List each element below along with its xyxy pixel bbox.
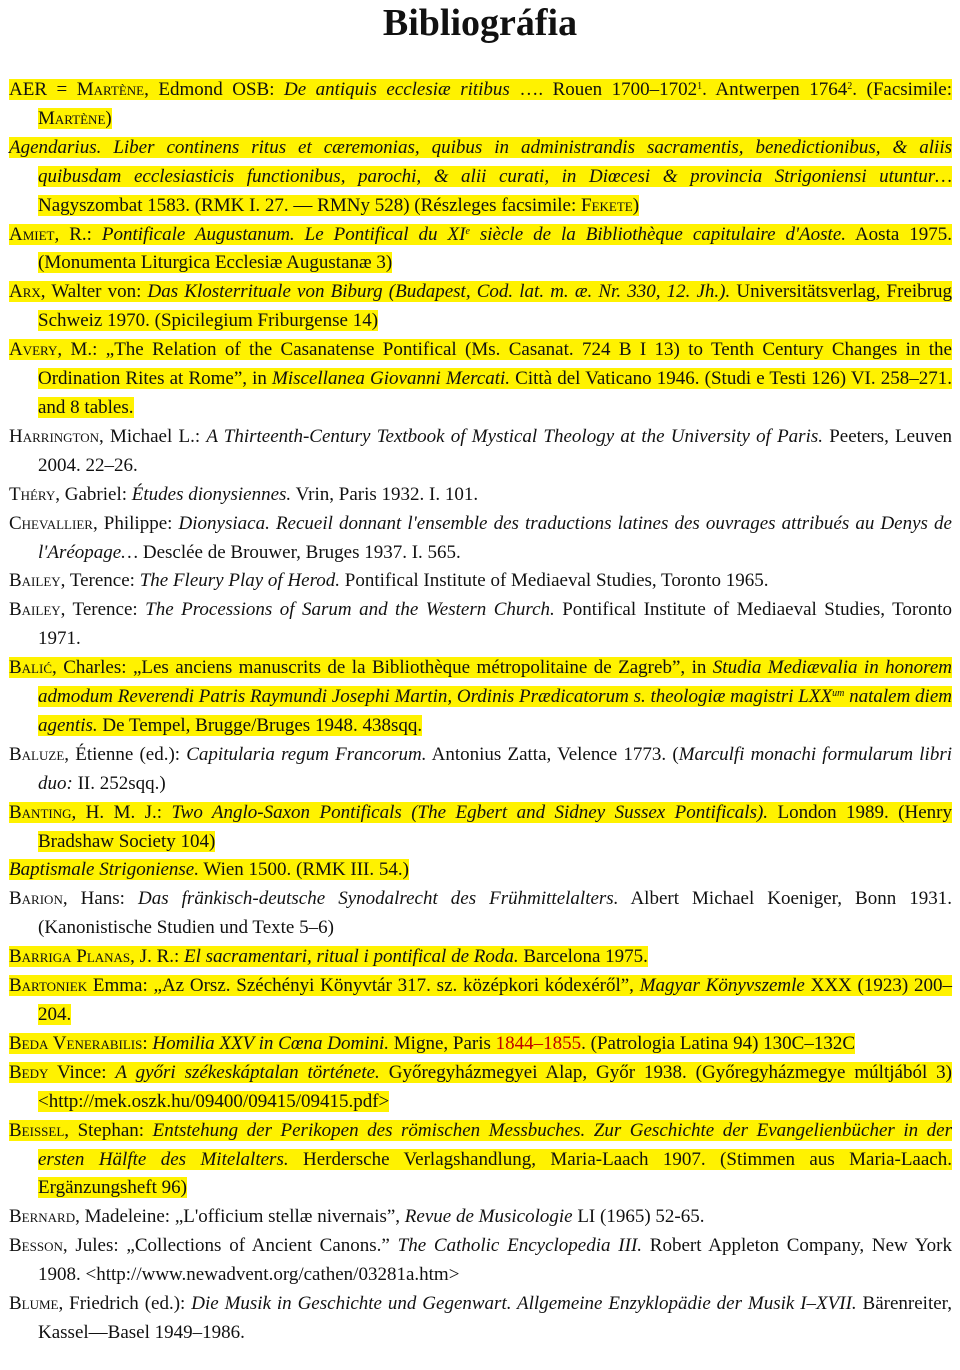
title-text: Dionysiaca. Recueil donnant l'ensemble des traductions latines des ouvrages attribués au Denys de l'Aréopage… — [38, 512, 952, 563]
bibliography-entry — [9, 134, 952, 221]
text-segment: Albert Michael Koeniger, Bonn 1931. (Kanonistische Studien und Texte 5–6) — [38, 888, 952, 939]
title-text: Two Anglo-Saxon Pontificals (The Egbert and Sidney Sussex Pontificals). — [171, 801, 769, 823]
title-text: Magyar Könyvszemle — [639, 975, 805, 997]
text-segment: , Stephan: — [64, 1119, 153, 1141]
highlighted-entry-text — [9, 281, 952, 331]
text-segment: , Gabriel: — [55, 483, 132, 505]
title-text: um — [832, 688, 845, 700]
title-text: Pontificale Augustanum. Le Pontifical du XI — [101, 223, 466, 245]
text-segment: XXX (1923) 200–204. — [38, 975, 952, 1025]
text-segment: . (Facsimile: — [852, 79, 953, 100]
author-name: Fekete — [581, 194, 633, 216]
bibliography-entry — [9, 856, 952, 885]
text-segment: Aosta 1975. (Monumenta Liturgica Ecclesiæ Augustanæ 3) — [38, 223, 953, 274]
bibliography-entry — [9, 1030, 952, 1059]
author-name: Martène — [38, 107, 106, 129]
entry-text — [9, 744, 952, 794]
text-segment: II. 252sqq.) — [72, 772, 166, 794]
title-text: Baptismale Strigoniense. — [9, 859, 199, 881]
bibliography-entry — [9, 943, 952, 972]
author-name: Bedy — [9, 1061, 49, 1083]
author-name: Beda Venerabilis — [9, 1032, 143, 1054]
title-text: natalem diem agentis. — [38, 686, 952, 736]
author-name: Besson — [9, 1235, 63, 1257]
bibliography-entry — [9, 567, 952, 596]
text-segment: …. Rouen 1700–1702 — [509, 79, 698, 100]
title-text: Revue de Musicologie — [404, 1206, 573, 1228]
author-name: Bailey — [9, 599, 61, 621]
title-text: Capitularia regum Francorum. — [186, 743, 427, 765]
text-segment: . (Patrologia Latina 94) 130C–132C — [581, 1032, 856, 1054]
entry-text — [9, 599, 952, 649]
highlighted-entry-text — [9, 1033, 855, 1054]
title-text: Die Musik in Geschichte und Gegenwart. Allgemeine Enzyklopädie der Musik I–XVII. — [191, 1293, 857, 1315]
highlighted-entry-text — [9, 1120, 952, 1199]
text-segment: , Friedrich (ed.): — [58, 1293, 192, 1315]
text-segment: Herdersche Verlagshandlung, Maria-Laach 1907. (Stimmen aus Maria-Laach. Ergänzungsheft 96) — [38, 1148, 952, 1199]
title-text: siècle de la Bibliothèque capitulaire d'Aoste. — [469, 223, 847, 245]
entry-text — [9, 1206, 704, 1227]
text-segment: Pontifical Institute of Mediaeval Studies, Toronto 1971. — [38, 599, 953, 650]
text-segment: , Terence: — [60, 570, 140, 592]
text-segment: Nagyszombat 1583. (RMK I. 27. — RMNy 528) (Részleges facsimile: — [38, 194, 581, 216]
author-name: Beissel — [9, 1119, 65, 1141]
highlighted-entry-text — [9, 859, 409, 880]
bibliography-entry — [9, 1232, 952, 1290]
text-segment: De Tempel, Brugge/Bruges 1948. 438sqq. — [97, 714, 423, 736]
text-segment: Wien 1500. (RMK III. 54.) — [198, 859, 409, 881]
bibliography-entry — [9, 1117, 952, 1204]
text-segment: Robert Appleton Company, New York 1908. <http://www.newadvent.org/cathen/03281a.htm> — [38, 1235, 952, 1286]
text-segment: , Étienne (ed.): — [64, 743, 187, 765]
text-segment: Antonius Zatta, Velence 1773. ( — [426, 743, 679, 765]
author-name: Bartoniek — [9, 975, 88, 997]
bibliography-entry — [9, 799, 952, 857]
title-text: Homilia XXV in Cœna Domini. — [152, 1032, 390, 1054]
text-segment: , Philippe: — [92, 512, 179, 534]
bibliography-entry — [9, 481, 952, 510]
bibliography-entry — [9, 278, 952, 336]
text-segment: , Terence: — [60, 599, 146, 621]
author-name: Barriga Planas — [9, 946, 131, 968]
text-segment: , Walter von: — [40, 281, 148, 303]
text-segment: Barcelona 1975. — [518, 946, 648, 968]
bibliography-entry — [9, 596, 952, 654]
author-name: Baluze — [9, 743, 65, 765]
text-segment: : — [142, 1032, 153, 1054]
entry-text — [9, 513, 952, 563]
bibliography-entry — [9, 885, 952, 943]
text-segment: AER = — [9, 79, 77, 100]
title-text: Das Klosterrituale von Biburg (Budapest, Cod. lat. m. æ. Nr. 330, 12. Jh.). — [147, 281, 731, 303]
author-name: Banting — [9, 801, 72, 823]
entry-text — [9, 570, 768, 591]
text-segment: Győregyházmegyei Alap, Győr 1938. (Győregyházmegye múltjából 3) <http://mek.oszk.hu/09400/09415/09415.pdf> — [38, 1061, 952, 1112]
highlighted-entry-text — [9, 657, 952, 736]
text-segment: , R.: — [54, 223, 102, 245]
bibliography-entry — [9, 510, 952, 568]
author-name: Blume — [9, 1293, 59, 1315]
text-segment: LI (1965) 52-65. — [572, 1206, 705, 1228]
author-name: Balić — [9, 657, 53, 679]
title-text: De antiquis ecclesiæ ritibus — [283, 79, 510, 100]
bibliography-entry — [9, 972, 952, 1030]
text-segment: , J. R.: — [130, 946, 185, 968]
text-segment: , M.: „The Relation of the Casanatense Pontifical (Ms. Casanat. 724 B I 13) to Tenth Century Changes in the Ordination Rites at Rome”, in — [38, 339, 952, 390]
highlighted-entry-text — [9, 802, 952, 852]
text-segment: Pontifical Institute of Mediaeval Studies, Toronto 1965. — [340, 570, 769, 592]
highlighted-entry-text — [9, 975, 952, 1025]
author-name: Théry — [9, 483, 56, 505]
bibliography-entry — [9, 1059, 952, 1117]
author-name: Chevallier — [9, 512, 93, 534]
bibliography-entry — [9, 654, 952, 741]
text-segment: ) — [632, 194, 640, 216]
title-text: Entstehung der Perikopen des römischen Messbuches. Zur Geschichte der Evangelienbücher in der ersten Hälfte des Mitelalters. — [38, 1119, 952, 1170]
title-text: Das fränkisch-deutsche Synodalrecht des Frühmittelalters. — [138, 888, 619, 910]
bibliography-entry — [9, 336, 952, 423]
title-text: Studia Mediævalia in honorem admodum Reverendi Patris Raymundi Josephi Martin, Ordinis Prædicatorum s. theologiæ magistri LXX — [38, 657, 952, 708]
bibliography-entry — [9, 221, 952, 279]
author-name: Avery — [9, 339, 58, 361]
highlighted-entry-text — [9, 137, 952, 216]
text-segment: , H. M. J.: — [71, 801, 172, 823]
entry-text — [9, 888, 952, 938]
author-name: Barion — [9, 888, 63, 910]
title-text: Agendarius. Liber continens ritus et cæremonias, quibus in administrandis sacramentis, benedictionibus, & aliis quibusdam ecclesiasticis functionibus, parochi, & alii curati, in Diœcesi & provincia Strigoniensi utuntur… — [9, 136, 952, 187]
bibliography-list — [9, 76, 952, 1348]
author-name: Harrington — [9, 425, 100, 447]
title-text: Marculfi monachi formularum libri duo: — [38, 743, 952, 794]
highlighted-entry-text — [9, 79, 952, 129]
author-name: Arx — [9, 281, 41, 303]
highlighted-entry-text — [9, 946, 648, 967]
text-segment: Migne, Paris — [389, 1032, 496, 1054]
title-text: The Catholic Encyclopedia III. — [397, 1235, 643, 1257]
text-segment: , Hans: — [62, 888, 138, 910]
highlighted-entry-text — [9, 339, 952, 418]
title-text: El sacramentari, ritual i pontifical de Roda. — [184, 946, 519, 968]
text-segment: Peeters, Leuven 2004. 22–26. — [38, 425, 953, 476]
author-name: Martène — [76, 79, 145, 100]
highlighted-entry-text — [9, 1062, 952, 1112]
highlighted-entry-text — [9, 224, 952, 274]
entry-text — [9, 1293, 952, 1343]
bibliography-entry — [9, 741, 952, 799]
title-text: The Fleury Play of Herod. — [139, 570, 341, 592]
text-segment: Città del Vaticano 1946. (Studi e Testi 126) VI. 258–271. and 8 tables. — [38, 368, 952, 418]
text-segment: London 1989. (Henry Bradshaw Society 104) — [38, 801, 952, 852]
title-text: Miscellanea Giovanni Mercati. — [272, 368, 511, 390]
text-segment: Emma: „Az Orsz. Széchényi Könyvtár 317. sz. középkori kódexéről”, — [87, 975, 640, 997]
text-segment: Vrin, Paris 1932. I. 101. — [291, 483, 479, 505]
title-text: The Processions of Sarum and the Western Church. — [145, 599, 555, 621]
title-text: A Thirteenth-Century Textbook of Mystical Theology at the University of Paris. — [206, 425, 823, 447]
entry-text — [9, 484, 478, 505]
text-segment: , Michael L.: — [99, 425, 207, 447]
author-name: Bailey — [9, 570, 61, 592]
text-segment: Universitätsverlag, Freibrug Schweiz 1970. (Spicilegium Friburgense 14) — [38, 281, 952, 332]
text-segment: 1 — [697, 81, 703, 92]
text-segment: , Charles: „Les anciens manuscrits de la Bibliothèque métropolitaine de Zagreb”, in — [52, 657, 713, 679]
title-text: A győri székeskáptalan története. — [115, 1061, 380, 1083]
page-title: Bibliográfia — [382, 2, 578, 44]
bibliography-entry — [9, 1203, 952, 1232]
text-segment: , Edmond OSB: — [144, 79, 284, 100]
text-segment: 2 — [847, 81, 853, 92]
text-segment: , Jules: „Collections of Ancient Canons.” — [62, 1235, 398, 1257]
title-text: Études dionysiennes. — [131, 483, 292, 505]
entry-text — [9, 1235, 952, 1285]
text-segment: 1844–1855 — [495, 1032, 582, 1054]
bibliography-entry — [9, 1290, 952, 1348]
author-name: Bernard — [9, 1206, 76, 1228]
text-segment: ) — [105, 107, 112, 129]
text-segment: Bärenreiter, Kassel—Basel 1949–1986. — [38, 1293, 952, 1343]
bibliography-entry — [9, 76, 952, 134]
text-segment: Desclée de Brouwer, Bruges 1937. I. 565. — [138, 541, 461, 563]
entry-text — [9, 426, 952, 476]
text-segment: Vince: — [48, 1061, 116, 1083]
text-segment: . Antwerpen 1764 — [702, 79, 848, 100]
text-segment: , Madeleine: „L'officium stellæ nivernais”, — [75, 1206, 405, 1228]
title-text: e — [465, 225, 470, 237]
bibliography-entry — [9, 423, 952, 481]
author-name: Amiet — [9, 223, 55, 245]
